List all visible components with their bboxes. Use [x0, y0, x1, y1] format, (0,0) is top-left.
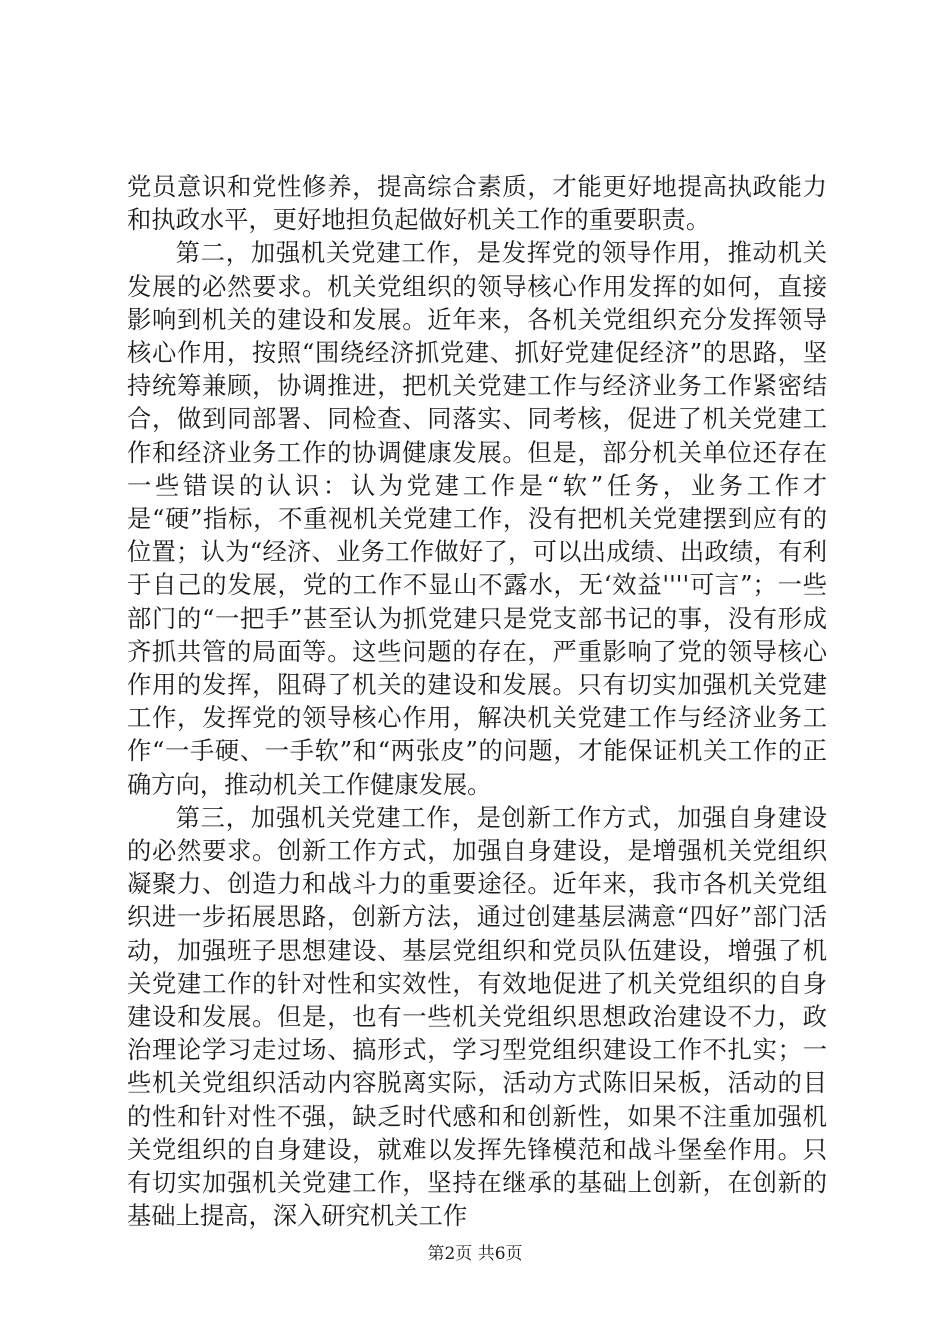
paragraph-second-point: 第二，加强机关党建工作，是发挥党的领导作用，推动机关发展的必然要求。机关党组织的领导核心作用发挥的如何，直接影响到机关的建设和发展。近年来，各机关党组织充分发挥领导核心作用，按照“围绕经济抓党建、抓好党建促经济”的思路，坚持统筹兼顾，协调推进，把机关党建工作与经济业务工作紧密结合，做到同部署、同检查、同落实、同考核，促进了机关党建工作和经济业务工作的协调健康发展。但是，部分机关单位还存在一些错误的认识：认为党建工作是“软”任务，业务工作才是“硬”指标，不重视机关党建工作，没有把机关党建摆到应有的位置；认为“经济、业务工作做好了，可以出成绩、出政绩，有利于自己的发展，党的工作不显山不露水，无‘效益''''可言”；一些部门的“一把手”甚至认为抓党建只是党支部书记的事，没有形成齐抓共管的局面等。这些问题的存在，严重影响了党的领导核心作用的发挥，阻碍了机关的建设和发展。只有切实加强机关党建工作，发挥党的领导核心作用，解决机关党建工作与经济业务工作“一手硬、一手软”和“两张皮”的问题，才能保证机关工作的正确方向，推动机关工作健康发展。 — [127, 238, 827, 799]
document-body — [127, 170, 827, 1233]
paragraph-continuation: 党员意识和党性修养，提高综合素质，才能更好地提高执政能力和执政水平，更好地担负起做好机关工作的重要职责。 — [127, 172, 827, 235]
paragraph-third-point: 第三，加强机关党建工作，是创新工作方式，加强自身建设的必然要求。创新工作方式，加强自身建设，是增强机关党组织凝聚力、创造力和战斗力的重要途径。近年来，我市各机关党组织进一步拓展思路，创新方法，通过创建基层满意“四好”部门活动，加强班子思想建设、基层党组织和党员队伍建设，增强了机关党建工作的针对性和实效性，有效地促进了机关党组织的自身建设和发展。但是，也有一些机关党组织思想政治建设不力，政治理论学习走过场、搞形式，学习型党组织建设工作不扎实；一些机关党组织活动内容脱离实际，活动方式陈旧呆板，活动的目的性和针对性不强，缺乏时代感和和创新性，如果不注重加强机关党组织的自身建设，就难以发挥先锋模范和战斗堡垒作用。只有切实加强机关党建工作，坚持在继承的基础上创新，在创新的基础上提高，深入研究机关工作 — [127, 802, 827, 1231]
page-number-footer: 第2页 共6页 — [427, 1244, 523, 1264]
